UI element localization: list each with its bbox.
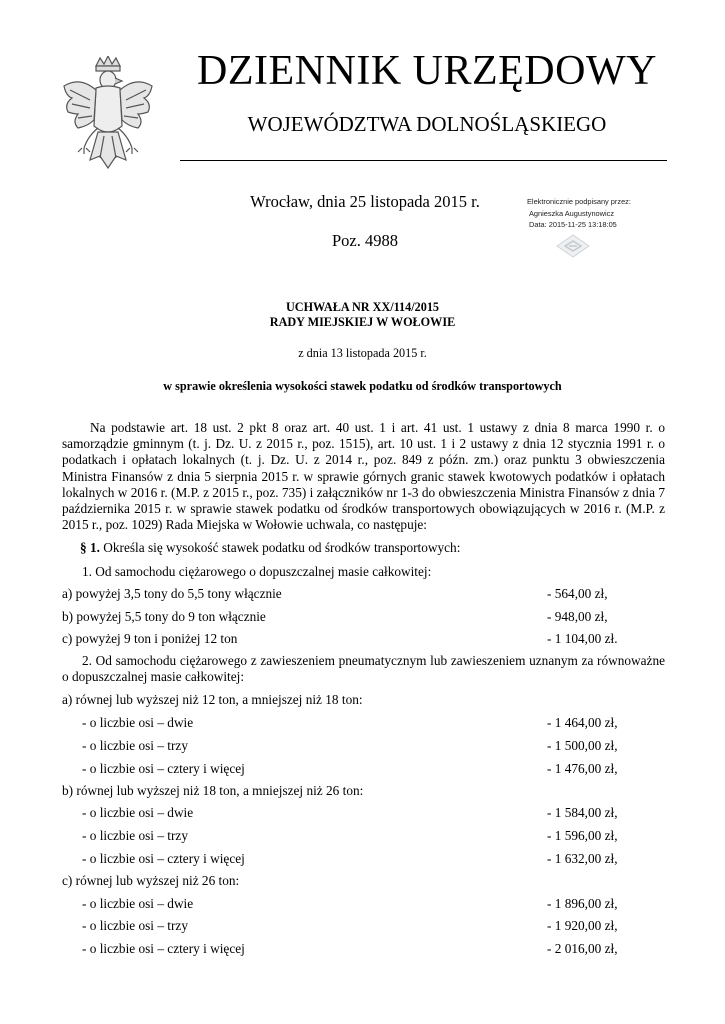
- list-item-label: - o liczbie osi – cztery i więcej: [82, 761, 245, 776]
- list-item-label: a) powyżej 3,5 tony do 5,5 tony włącznie: [62, 586, 282, 601]
- group-label: c) równej lub wyższej niż 26 ton:: [62, 873, 240, 888]
- list-item-amount: - 1 920,00 zł,: [547, 918, 618, 933]
- place-date: Wrocław, dnia 25 listopada 2015 r.: [250, 192, 480, 211]
- list-item-label: - o liczbie osi – dwie: [82, 715, 194, 730]
- resolution-date: z dnia 13 listopada 2015 r.: [298, 346, 427, 360]
- resolution-subject: w sprawie określenia wysokości stawek podatku od środków transportowych: [163, 379, 562, 393]
- signature-line: Elektronicznie podpisany przez:: [527, 197, 631, 206]
- list-item-label: - o liczbie osi – cztery i więcej: [82, 941, 245, 956]
- signature-signer: Agnieszka Augustynowicz: [529, 208, 615, 218]
- list-item-amount: - 1 632,00 zł,: [547, 851, 618, 866]
- section-mark: § 1.: [80, 540, 100, 555]
- list-item-label: - o liczbie osi – trzy: [82, 918, 188, 933]
- point-2-intro: [62, 653, 665, 685]
- point-1-intro: 1. Od samochodu ciężarowego o dopuszczalnej masie całkowitej:: [82, 564, 432, 579]
- eagle-emblem-icon: [60, 56, 156, 174]
- journal-subtitle: WOJEWÓDZTWA DOLNOŚLĄSKIEGO: [247, 112, 607, 136]
- preamble: [62, 420, 665, 533]
- signature-stamp-icon: [555, 233, 591, 259]
- resolution-number: UCHWAŁA NR XX/114/2015: [285, 300, 440, 314]
- resolution-issuer: RADY MIEJSKIEJ W WOŁOWIE: [269, 315, 456, 329]
- preamble-text: Na podstawie art. 18 ust. 2 pkt 8 oraz art. 40 ust. 1 i art. 41 ust. 1 ustawy z dnia 8 marca 1990 r. o samorządzie gminnym (t. j. Dz. U. z 2015 r., poz. 1515), art. 10 ust. 1 i 2 ustawy z dnia 12 stycznia 1991 r. o podatkach i opłatach lokalnych (t. j. Dz. U. z 2014 r., poz. 849 z późn. zm.) oraz punktu 3 obwieszczenia Ministra Finansów z dnia 5 sierpnia 2015 r. w sprawie górnych granic stawek kwotowych podatków i opłatach lokalnych w 2016 r. (M.P. z 2015 r., poz. 735) i załączników nr 1-3 do obwieszczenia Ministra Finansów z dnia 7 października 2015 r. w sprawie stawek podatku od środków transportowych obowiązujących w 2016 r. (M.P. z 2015 r., poz. 1029) Rada Miejska w Wołowie uchwala, co następuje:: [62, 420, 665, 533]
- section-1: [80, 540, 460, 556]
- list-item-amount: - 948,00 zł,: [547, 609, 608, 624]
- list-item-label: b) powyżej 5,5 tony do 9 ton włącznie: [62, 609, 266, 624]
- group-label: b) równej lub wyższej niż 18 ton, a mniejszej niż 26 ton:: [62, 783, 364, 798]
- group-label: a) równej lub wyższej niż 12 ton, a mniejszej niż 18 ton:: [62, 692, 363, 707]
- section-text: Określa się wysokość stawek podatku od środków transportowych:: [103, 540, 461, 555]
- list-item-amount: - 1 500,00 zł,: [547, 738, 618, 753]
- list-item-amount: - 1 104,00 zł.: [547, 631, 618, 646]
- list-item-amount: - 1 596,00 zł,: [547, 828, 618, 843]
- list-item-amount: - 2 016,00 zł,: [547, 941, 618, 956]
- signature-date: Data: 2015-11-25 13:18:05: [529, 220, 617, 229]
- journal-title: DZIENNIK URZĘDOWY: [197, 48, 657, 94]
- electronic-signature: [527, 196, 657, 231]
- list-item-amount: - 1 584,00 zł,: [547, 805, 618, 820]
- list-item-label: c) powyżej 9 ton i poniżej 12 ton: [62, 631, 238, 646]
- list-item-label: - o liczbie osi – trzy: [82, 738, 188, 753]
- list-item-label: - o liczbie osi – trzy: [82, 828, 188, 843]
- list-item-amount: - 1 476,00 zł,: [547, 761, 618, 776]
- list-item-amount: - 1 464,00 zł,: [547, 715, 618, 730]
- list-item-label: - o liczbie osi – cztery i więcej: [82, 851, 245, 866]
- list-item-amount: - 564,00 zł,: [547, 586, 608, 601]
- list-item-amount: - 1 896,00 zł,: [547, 896, 618, 911]
- list-item-label: - o liczbie osi – dwie: [82, 896, 194, 911]
- list-item-label: - o liczbie osi – dwie: [82, 805, 194, 820]
- header-divider: [180, 160, 667, 161]
- point-2-text: 2. Od samochodu ciężarowego z zawieszeniem pneumatycznym lub zawieszeniem uznanym za równoważne o dopuszczalnej masie całkowitej:: [62, 653, 665, 685]
- position-number: Poz. 4988: [332, 231, 398, 250]
